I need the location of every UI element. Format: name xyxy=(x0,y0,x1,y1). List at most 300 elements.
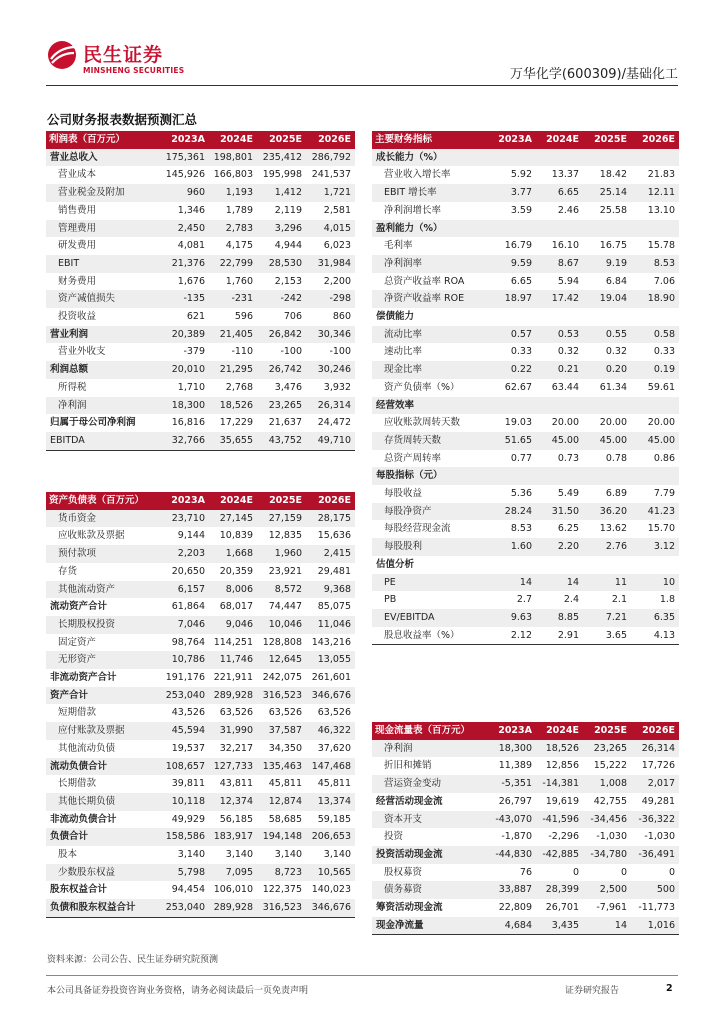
cell-value: 4,015 xyxy=(306,220,355,238)
row-label: 净利润增长率 xyxy=(384,204,442,216)
row-label: 净资产收益率 ROE xyxy=(372,290,488,308)
row-label: 其他长期负债 xyxy=(46,793,161,811)
cell-value: 31,984 xyxy=(306,255,355,273)
cell-value xyxy=(631,397,679,415)
cell-value: 25.14 xyxy=(583,184,631,202)
cell-value: 10,839 xyxy=(219,530,253,542)
cell-value: 253,040 xyxy=(161,899,209,917)
cell-value: 198,801 xyxy=(209,149,257,167)
table-row xyxy=(46,581,355,599)
row-label: 速动比率 xyxy=(384,346,423,358)
cell-value: -34,780 xyxy=(583,846,631,864)
table-row xyxy=(372,149,679,167)
cell-value: 253,040 xyxy=(161,687,209,705)
column-header: 2024E xyxy=(209,131,257,149)
cell-value: 8.85 xyxy=(536,609,583,627)
cell-value: 12,835 xyxy=(268,530,302,542)
cell-value: -36,322 xyxy=(631,811,679,829)
cell-value: 4,081 xyxy=(177,240,205,252)
cell-value: 3,435 xyxy=(536,917,583,935)
cell-value: 2,450 xyxy=(161,220,209,238)
cell-value: 15.70 xyxy=(647,523,675,535)
cell-value xyxy=(536,556,583,574)
cell-value: 63,526 xyxy=(219,707,253,719)
row-label: 偿债能力 xyxy=(376,311,415,323)
cell-value: 45.00 xyxy=(631,432,679,450)
cell-value xyxy=(536,397,583,415)
row-label: 营业税金及附加 xyxy=(46,184,161,202)
cell-value: 13.10 xyxy=(647,204,675,216)
row-label: 固定资产 xyxy=(58,636,97,648)
cell-value: 191,176 xyxy=(165,672,205,684)
cell-value: 2,500 xyxy=(583,881,631,899)
cell-value: 32,217 xyxy=(219,742,253,754)
cell-value: 63,526 xyxy=(268,707,302,719)
cell-value: 30,246 xyxy=(306,361,355,379)
cell-value: 45.00 xyxy=(536,432,583,450)
cell-value: 108,657 xyxy=(161,758,209,776)
table-title: 现金流量表（百万元） xyxy=(372,722,488,740)
row-label: 销售费用 xyxy=(58,204,97,216)
cell-value: 21,295 xyxy=(209,361,257,379)
table-row xyxy=(372,899,679,917)
footer-disclaimer: 本公司具备证券投资咨询业务资格，请务必阅读最后一页免责声明 xyxy=(47,986,309,996)
table-header-row xyxy=(372,722,679,740)
cell-value xyxy=(583,149,631,167)
cell-value: 960 xyxy=(161,184,209,202)
logo-chinese-name: 民生证券 xyxy=(83,44,164,66)
cell-value: 23,710 xyxy=(161,510,209,528)
cell-value: 3,932 xyxy=(323,381,351,393)
cell-value: -43,070 xyxy=(488,811,536,829)
cell-value: 21,637 xyxy=(268,417,302,429)
row-label: 流动资产合计 xyxy=(50,601,108,613)
cell-value: 13,374 xyxy=(306,793,355,811)
cell-value: 41.23 xyxy=(631,503,679,521)
row-label: 投资活动现金流 xyxy=(372,846,488,864)
table-row xyxy=(46,255,355,273)
row-label: 长期股权投资 xyxy=(46,616,161,634)
table-row xyxy=(46,343,355,361)
row-label: 营业外收支 xyxy=(58,346,106,358)
cell-value: 1,008 xyxy=(583,775,631,793)
cell-value: 26,701 xyxy=(545,902,579,914)
table-row xyxy=(372,290,679,308)
cell-value: 43,811 xyxy=(219,778,253,790)
table-row xyxy=(372,811,679,829)
cell-value: 19.03 xyxy=(504,417,532,429)
table-row xyxy=(46,290,355,308)
cell-value: 11,389 xyxy=(498,760,532,772)
cell-value: 3.59 xyxy=(510,204,532,216)
row-label: EBIT 增长率 xyxy=(372,184,488,202)
cell-value: 286,792 xyxy=(306,149,355,167)
cell-value: 19.04 xyxy=(583,290,631,308)
cell-value: 26,842 xyxy=(257,326,306,344)
cell-value: 0.55 xyxy=(583,326,631,344)
cell-value xyxy=(583,308,631,326)
row-label: PB xyxy=(384,594,397,606)
cell-value: 8.53 xyxy=(631,255,679,273)
cell-value: 76 xyxy=(519,866,532,878)
row-label: 少数股东权益 xyxy=(46,864,161,882)
column-header: 2023A xyxy=(488,722,536,740)
cell-value: 5.49 xyxy=(557,488,579,500)
cell-value: 6.65 xyxy=(510,275,532,287)
cell-value: 8,006 xyxy=(209,581,257,599)
cell-value: 15,222 xyxy=(593,760,627,772)
cell-value: 241,537 xyxy=(311,169,351,181)
cell-value: 1,721 xyxy=(306,184,355,202)
cell-value: 42,755 xyxy=(593,795,627,807)
cell-value: -44,830 xyxy=(488,846,536,864)
cell-value: 9.59 xyxy=(488,255,536,273)
cell-value: -242 xyxy=(257,290,306,308)
cell-value: 23,265 xyxy=(583,740,631,758)
row-label: 股东权益合计 xyxy=(50,884,108,896)
row-label: 每股净资产 xyxy=(372,503,488,521)
cell-value: 2.7 xyxy=(516,594,532,606)
table-row xyxy=(46,202,355,220)
row-label: 股息收益率（%） xyxy=(384,629,460,641)
cell-value: 9,046 xyxy=(209,616,257,634)
cell-value: 183,917 xyxy=(209,828,257,846)
cell-value: 9,368 xyxy=(306,581,355,599)
cell-value: 28,530 xyxy=(257,255,306,273)
cell-value xyxy=(631,556,679,574)
cell-value: 18.42 xyxy=(599,169,627,181)
cell-value: 26,314 xyxy=(306,397,355,415)
cell-value: 0.32 xyxy=(557,346,579,358)
cell-value: 4.13 xyxy=(653,629,675,641)
cell-value: 2,783 xyxy=(209,220,257,238)
cell-value: 13,055 xyxy=(306,651,355,669)
cell-value: 3,476 xyxy=(274,381,302,393)
cell-value: 46,322 xyxy=(306,722,355,740)
column-header: 2025E xyxy=(257,131,306,149)
cell-value: 143,216 xyxy=(311,636,351,648)
table-header-row xyxy=(46,131,355,149)
cell-value: 26,742 xyxy=(257,361,306,379)
cell-value: 2,415 xyxy=(306,545,355,563)
table-row xyxy=(372,864,679,882)
cell-value: -298 xyxy=(306,290,355,308)
table-title: 主要财务指标 xyxy=(372,131,488,149)
cell-value: 20.00 xyxy=(599,417,627,429)
cell-value: 206,653 xyxy=(306,828,355,846)
cell-value: 316,523 xyxy=(257,899,306,917)
cell-value: 147,468 xyxy=(306,758,355,776)
cell-value: 12,874 xyxy=(257,793,306,811)
row-label: 投资 xyxy=(384,831,404,843)
table-row xyxy=(46,308,355,326)
cell-value xyxy=(631,149,679,167)
cell-value: 158,586 xyxy=(161,828,209,846)
cell-value: 62.67 xyxy=(504,381,532,393)
cell-value: 5.36 xyxy=(510,488,532,500)
cell-value: 706 xyxy=(283,311,302,323)
row-label: 现金比率 xyxy=(372,361,488,379)
row-label: 应收账款周转天数 xyxy=(384,417,461,429)
table-row xyxy=(372,308,679,326)
table-row xyxy=(46,379,355,397)
cell-value: 43,526 xyxy=(171,707,205,719)
cell-value: 1,960 xyxy=(257,545,306,563)
cell-value: 2,768 xyxy=(225,381,253,393)
cell-value xyxy=(488,149,536,167)
cell-value: 5,798 xyxy=(161,864,209,882)
cell-value: -110 xyxy=(231,346,253,358)
row-label: 存货周转天数 xyxy=(372,432,488,450)
column-header: 2023A xyxy=(488,131,536,149)
cell-value: 1,193 xyxy=(209,184,257,202)
column-header: 2025E xyxy=(257,492,306,510)
cell-value: 3,140 xyxy=(225,849,253,861)
cell-value: 1,016 xyxy=(631,917,679,935)
cell-value: 22,799 xyxy=(209,255,257,273)
cell-value: 43,752 xyxy=(257,432,306,450)
cell-value xyxy=(536,308,583,326)
table-row xyxy=(372,432,679,450)
table-row xyxy=(372,503,679,521)
cell-value: 0 xyxy=(572,866,579,878)
row-label: PE xyxy=(372,574,488,592)
table-row xyxy=(46,634,355,652)
column-header: 2023A xyxy=(161,131,209,149)
row-label: 每股经营现金流 xyxy=(384,523,451,535)
cell-value: 6.35 xyxy=(631,609,679,627)
cell-value: 23,265 xyxy=(257,397,306,415)
footer-divider xyxy=(46,975,678,976)
cell-value: 28,399 xyxy=(536,881,583,899)
cell-value: 74,447 xyxy=(268,601,302,613)
cell-value: 7,095 xyxy=(209,864,257,882)
column-header: 2026E xyxy=(306,131,355,149)
cell-value: 261,601 xyxy=(311,672,351,684)
cell-value: 0.53 xyxy=(536,326,583,344)
cell-value: 596 xyxy=(234,311,253,323)
table-row xyxy=(46,563,355,581)
cell-value: 29,481 xyxy=(317,565,351,577)
table-row xyxy=(372,326,679,344)
cell-value: 2,581 xyxy=(323,204,351,216)
cell-value: -14,381 xyxy=(536,775,583,793)
cell-value: 11,746 xyxy=(209,651,257,669)
row-label: 资产负债率（%） xyxy=(384,381,460,393)
cell-value: 19,537 xyxy=(171,742,205,754)
cell-value: 39,811 xyxy=(171,778,205,790)
cell-value: 10,565 xyxy=(306,864,355,882)
cell-value: 3,140 xyxy=(177,849,205,861)
cell-value: 31,990 xyxy=(209,722,257,740)
cell-value: 0.20 xyxy=(583,361,631,379)
cell-value: 18,300 xyxy=(488,740,536,758)
cell-value: 8,723 xyxy=(257,864,306,882)
table-row xyxy=(372,184,679,202)
cell-value: 316,523 xyxy=(257,687,306,705)
table-row xyxy=(46,598,355,616)
cell-value: 20,389 xyxy=(161,326,209,344)
row-label: 经营效率 xyxy=(372,397,488,415)
cell-value: 15,636 xyxy=(317,530,351,542)
cell-value: 1,760 xyxy=(225,275,253,287)
table-title: 资产负债表（百万元） xyxy=(46,492,161,510)
cell-value: -42,885 xyxy=(536,846,583,864)
cell-value: 0.21 xyxy=(536,361,583,379)
table-row xyxy=(46,651,355,669)
table-header-row xyxy=(372,131,679,149)
table-row xyxy=(372,609,679,627)
row-label: 经营活动现金流 xyxy=(376,795,443,807)
cell-value: 0.86 xyxy=(653,452,675,464)
cell-value: 15.78 xyxy=(647,240,675,252)
cell-value: 5.92 xyxy=(510,169,532,181)
row-label: 股权募资 xyxy=(384,866,423,878)
cell-value: -34,456 xyxy=(583,811,631,829)
cell-value: 2.91 xyxy=(557,629,579,641)
table-row xyxy=(46,166,355,184)
cell-value: 13.62 xyxy=(599,523,627,535)
cell-value: 2,017 xyxy=(631,775,679,793)
table-row xyxy=(372,450,679,468)
cell-value: 1,676 xyxy=(177,275,205,287)
cell-value: 2.12 xyxy=(510,629,532,641)
table-row xyxy=(46,397,355,415)
cell-value: 1.60 xyxy=(488,538,536,556)
cell-value: 16.10 xyxy=(551,240,579,252)
table-title: 利润表（百万元） xyxy=(46,131,161,149)
cell-value: 3.65 xyxy=(605,629,627,641)
cell-value: 500 xyxy=(631,881,679,899)
cell-value: 235,412 xyxy=(257,149,306,167)
cell-value: 94,454 xyxy=(171,884,205,896)
cell-value: 0.77 xyxy=(510,452,532,464)
cell-value: 2,153 xyxy=(274,275,302,287)
table-row xyxy=(372,574,679,592)
row-label: 投资收益 xyxy=(58,311,97,323)
cell-value: 3.77 xyxy=(488,184,536,202)
row-label: 非流动负债合计 xyxy=(50,813,117,825)
cell-value: 19,619 xyxy=(545,795,579,807)
cell-value: 1,710 xyxy=(177,381,205,393)
table-row xyxy=(46,414,355,432)
table-row xyxy=(46,811,355,829)
cell-value: 61.34 xyxy=(599,381,627,393)
row-label: 短期借款 xyxy=(58,707,97,719)
cell-value: 10,046 xyxy=(257,616,306,634)
cell-value: 289,928 xyxy=(209,687,257,705)
table-row xyxy=(372,775,679,793)
row-label: 长期借款 xyxy=(58,778,97,790)
cell-value: -7,961 xyxy=(596,902,627,914)
cell-value xyxy=(583,467,631,485)
cell-value: 28.24 xyxy=(488,503,536,521)
cell-value: 1.8 xyxy=(659,594,675,606)
row-label: 营业利润 xyxy=(46,326,161,344)
column-header: 2023A xyxy=(161,492,209,510)
cell-value: 27,145 xyxy=(209,510,257,528)
page-number: 2 xyxy=(666,983,673,994)
row-label: 每股股利 xyxy=(372,538,488,556)
table-row xyxy=(46,326,355,344)
table-row xyxy=(372,828,679,846)
cell-value: 12.11 xyxy=(631,184,679,202)
cell-value: 24,472 xyxy=(317,417,351,429)
cell-value: 3,140 xyxy=(323,849,351,861)
cell-value xyxy=(631,308,679,326)
table-row xyxy=(372,343,679,361)
cell-value: -100 xyxy=(329,346,351,358)
table-header-row xyxy=(46,492,355,510)
cell-value: 2.4 xyxy=(563,594,579,606)
cell-value: 0 xyxy=(668,866,675,878)
cell-value: 17,726 xyxy=(641,760,675,772)
cell-value: 0.73 xyxy=(557,452,579,464)
cell-value: 10,118 xyxy=(161,793,209,811)
cell-value: 5.94 xyxy=(557,275,579,287)
cell-value: 4,684 xyxy=(488,917,536,935)
table-row xyxy=(372,757,679,775)
column-header: 2026E xyxy=(631,722,679,740)
cell-value: 106,010 xyxy=(213,884,253,896)
table-row xyxy=(372,220,679,238)
cell-value: 2.46 xyxy=(557,204,579,216)
cell-value: 18,526 xyxy=(536,740,583,758)
table-row xyxy=(46,669,355,687)
cell-value: 346,676 xyxy=(306,687,355,705)
cell-value: 127,733 xyxy=(209,758,257,776)
cell-value: 289,928 xyxy=(209,899,257,917)
cell-value: 8.53 xyxy=(510,523,532,535)
cell-value: 25.58 xyxy=(599,204,627,216)
cell-value: 8.67 xyxy=(536,255,583,273)
cell-value: 0.19 xyxy=(631,361,679,379)
table-row xyxy=(46,149,355,167)
row-label: 股本 xyxy=(58,849,78,861)
table-row xyxy=(372,846,679,864)
row-label: 毛利率 xyxy=(384,240,413,252)
cell-value: -41,596 xyxy=(536,811,583,829)
column-header: 2024E xyxy=(209,492,257,510)
table-row xyxy=(372,520,679,538)
cell-value: 37,620 xyxy=(317,742,351,754)
cash-flow-table xyxy=(372,722,679,935)
cell-value: 221,911 xyxy=(213,672,253,684)
table-row xyxy=(46,899,355,917)
table-row xyxy=(46,793,355,811)
cell-value xyxy=(631,467,679,485)
company-logo xyxy=(47,40,185,80)
cell-value: 122,375 xyxy=(262,884,302,896)
cell-value: 20.00 xyxy=(551,417,579,429)
column-header: 2024E xyxy=(536,722,583,740)
table-row xyxy=(372,379,679,397)
cell-value: 6.65 xyxy=(536,184,583,202)
cell-value: 30,346 xyxy=(306,326,355,344)
row-label: 流动比率 xyxy=(372,326,488,344)
table-row xyxy=(372,485,679,503)
cell-value: 12,856 xyxy=(545,760,579,772)
cell-value: 18,300 xyxy=(161,397,209,415)
cell-value: 28,175 xyxy=(306,510,355,528)
table-row xyxy=(372,917,679,935)
cell-value: 9,144 xyxy=(177,530,205,542)
cell-value xyxy=(488,308,536,326)
cell-value xyxy=(536,149,583,167)
cell-value: 2,119 xyxy=(274,204,302,216)
row-label: 总资产周转率 xyxy=(384,452,442,464)
row-label: 每股指标（元） xyxy=(372,467,488,485)
